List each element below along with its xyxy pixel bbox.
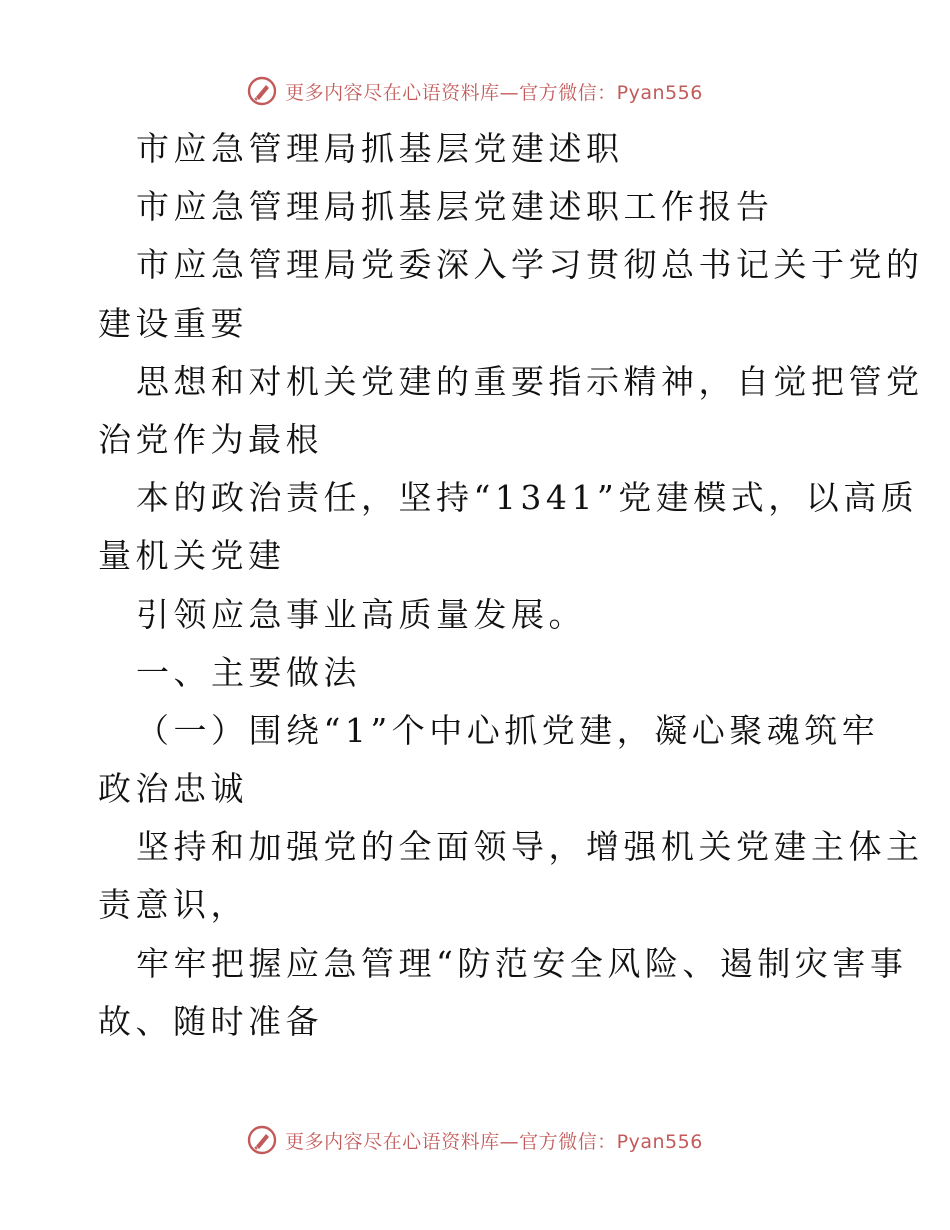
text-line: 治党作为最根 [98, 419, 323, 459]
document-body [98, 120, 924, 1051]
text-line: 建设重要 [98, 303, 248, 343]
text-line: 量机关党建 [98, 536, 286, 576]
text-line: 政治忠诚 [98, 769, 248, 809]
header-watermark [0, 71, 950, 111]
pen-circle-icon [247, 1125, 277, 1155]
text-line: 市应急管理局党委深入学习贯彻总书记关于党的 [136, 245, 924, 285]
text-line: 思想和对机关党建的重要指示精神，自觉把管党 [136, 361, 924, 401]
text-line: （一）围绕“1”个中心抓党建，凝心聚魂筑牢 [136, 710, 880, 750]
text-line: 坚持和加强党的全面领导，增强机关党建主体主 [136, 827, 924, 867]
footer-watermark [0, 1120, 950, 1160]
text-line: 牢牢把握应急管理“防范安全风险、遏制灾害事 [136, 943, 908, 983]
text-line: 故、随时准备 [98, 1001, 323, 1041]
text-line: 责意识， [98, 885, 248, 925]
watermark-text: 更多内容尽在心语资料库—官方微信：Pyan556 [285, 81, 703, 104]
text-line: 本的政治责任，坚持“1341”党建模式，以高质 [136, 478, 919, 518]
text-line: 市应急管理局抓基层党建述职工作报告 [136, 187, 774, 227]
watermark-text: 更多内容尽在心语资料库—官方微信：Pyan556 [285, 1130, 703, 1153]
pen-circle-icon [247, 76, 277, 106]
text-line: 一、主要做法 [136, 652, 361, 692]
text-line: 引领应急事业高质量发展。 [136, 594, 586, 634]
text-line: 市应急管理局抓基层党建述职 [136, 129, 624, 168]
